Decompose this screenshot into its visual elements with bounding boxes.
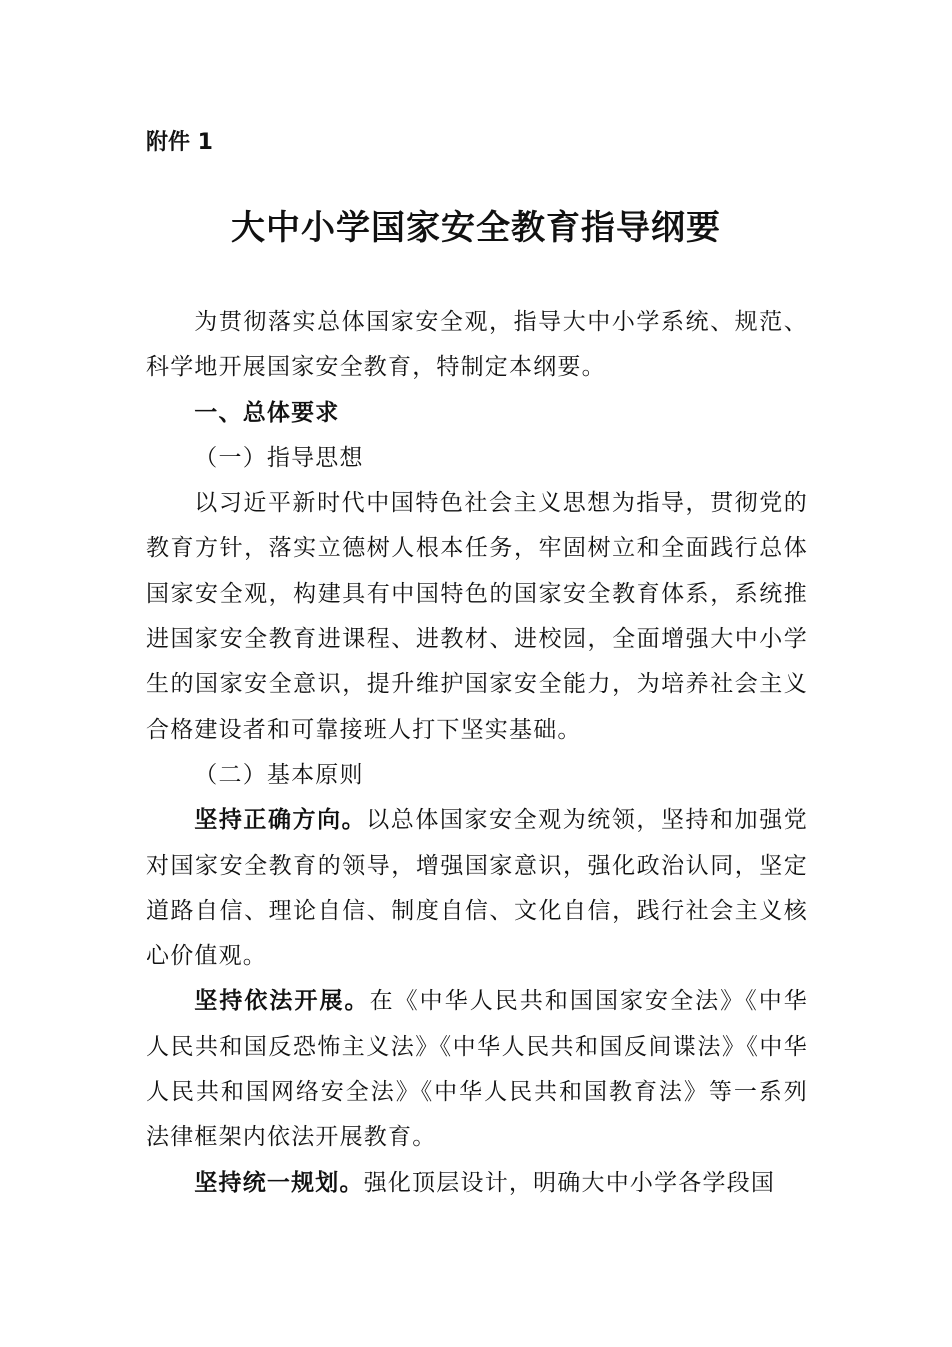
document-body [146, 300, 808, 1206]
document-title: 大中小学国家安全教育指导纲要 [231, 208, 721, 248]
principle-text: 以总体国家安全观为统领，坚持和加强党对国家安全教育的领导，增强国家意识，强化政治认同，坚定道路自信、理论自信、制度自信、文化自信，践行社会主义核心价值观。 [146, 807, 808, 970]
attachment-label: 附件 1 [146, 130, 213, 155]
section-heading-general-requirements: 一、总体要求 [194, 399, 340, 426]
principle-text: 强化顶层设计，明确大中小学各学段国 [363, 1169, 776, 1196]
principle-paragraph [146, 1161, 808, 1206]
principle-lead: 坚持统一规划。 [194, 1169, 364, 1196]
principle-text: 在《中华人民共和国国家安全法》《中华人民共和国反恐怖主义法》《中华人民共和国反间谍法》《中华人民共和国网络安全法》《中华人民共和国教育法》等一系列法律框架内依法开展教育。 [146, 988, 808, 1151]
intro-paragraph: 为贯彻落实总体国家安全观，指导大中小学系统、规范、科学地开展国家安全教育，特制定本纲要。 [146, 309, 808, 381]
principle-paragraph [146, 798, 808, 979]
principle-lead: 坚持依法开展。 [194, 988, 370, 1015]
subsection-heading-basic-principles: （二）基本原则 [194, 761, 364, 788]
principle-paragraph [146, 979, 808, 1160]
guiding-ideology-paragraph: 以习近平新时代中国特色社会主义思想为指导，贯彻党的教育方针，落实立德树人根本任务，牢固树立和全面践行总体国家安全观，构建具有中国特色的国家安全教育体系，系统推进国家安全教育进课程、进教材、进校园，全面增强大中小学生的国家安全意识，提升维护国家安全能力，为培养社会主义合格建设者和可靠接班人打下坚实基础。 [146, 490, 808, 743]
subsection-heading-guiding-ideology: （一）指导思想 [194, 444, 364, 471]
principle-lead: 坚持正确方向。 [194, 807, 367, 834]
